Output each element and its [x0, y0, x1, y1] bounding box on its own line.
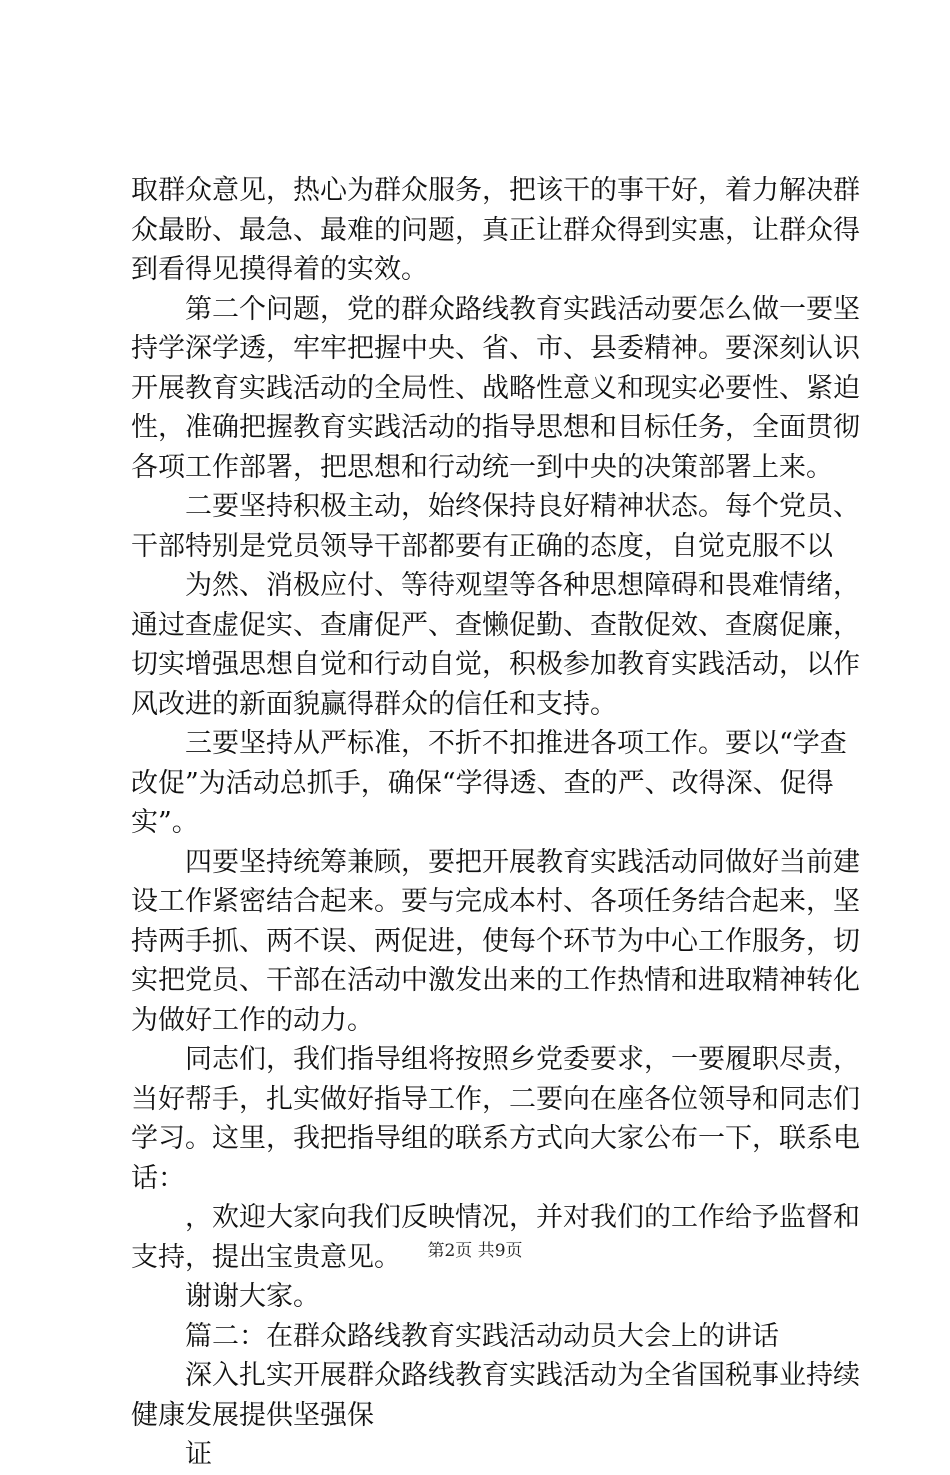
text-line: 证 [185, 1439, 212, 1470]
text-line: 众最盼、最急、最难的问题，真正让群众得到实惠，让群众得 [131, 214, 860, 246]
text-line: 第二个问题，党的群众路线教育实践活动要怎么做一要坚 [185, 293, 860, 325]
text-line: ，欢迎大家向我们反映情况，并对我们的工作给予监督和 [185, 1202, 860, 1233]
document-body [131, 171, 860, 1475]
text-line: 各项工作部署，把思想和行动统一到中央的决策部署上来。 [131, 451, 833, 483]
text-line: 同志们，我们指导组将按照乡党委要求，一要履职尽责， [185, 1044, 860, 1075]
text-line: 取群众意见，热心为群众服务，把该干的事干好，着力解决群 [131, 175, 860, 206]
text-line: 风改进的新面貌赢得群众的信任和支持。 [131, 688, 617, 720]
text-line: 支持，提出宝贵意见。 [131, 1241, 401, 1273]
text-line: 干部特别是党员领导干部都要有正确的态度，自觉克服不以 [131, 530, 833, 562]
text-line: 当好帮手，扎实做好指导工作，二要向在座各位领导和同志们 [131, 1083, 860, 1115]
text-line: 实”。 [131, 807, 199, 838]
text-line: 话： [131, 1162, 185, 1194]
text-line: 四要坚持统筹兼顾，要把开展教育实践活动同做好当前建 [185, 846, 860, 878]
text-line: 二要坚持积极主动，始终保持良好精神状态。每个党员、 [185, 491, 860, 522]
text-line: 性，准确把握教育实践活动的指导思想和目标任务，全面贯彻 [131, 412, 860, 443]
text-line: 实把党员、干部在活动中激发出来的工作热情和进取精神转化 [131, 965, 860, 996]
text-line: 深入扎实开展群众路线教育实践活动为全省国税事业持续 [185, 1360, 860, 1391]
text-line: 篇二：在群众路线教育实践活动动员大会上的讲话 [185, 1320, 779, 1352]
text-line: 切实增强思想自觉和行动自觉，积极参加教育实践活动，以作 [131, 649, 860, 680]
text-line: 设工作紧密结合起来。要与完成本村、各项任务结合起来，坚 [131, 886, 860, 917]
text-line: 谢谢大家。 [185, 1281, 320, 1312]
text-line: 为然、消极应付、等待观望等各种思想障碍和畏难情绪， [185, 570, 860, 601]
text-line: 开展教育实践活动的全局性、战略性意义和现实必要性、紧迫 [131, 372, 860, 404]
text-line: 健康发展提供坚强保 [131, 1399, 374, 1431]
text-line: 持学深学透，牢牢把握中央、省、市、县委精神。要深刻认识 [131, 333, 860, 364]
text-line: 学习。这里，我把指导组的联系方式向大家公布一下，联系电 [131, 1123, 860, 1154]
text-line: 持两手抓、两不误、两促进，使每个环节为中心工作服务，切 [131, 925, 860, 957]
text-line: 三要坚持从严标准，不折不扣推进各项工作。要以“学查 [185, 728, 847, 759]
page-footer: 第2页 共9页 [427, 1241, 523, 1261]
text-line: 改促”为活动总抓手，确保“学得透、查的严、改得深、促得 [131, 767, 834, 799]
text-line: 通过查虚促实、查庸促严、查懒促勤、查散促效、查腐促廉， [131, 609, 860, 641]
text-line: 为做好工作的动力。 [131, 1004, 374, 1036]
text-line: 到看得见摸得着的实效。 [131, 254, 428, 285]
